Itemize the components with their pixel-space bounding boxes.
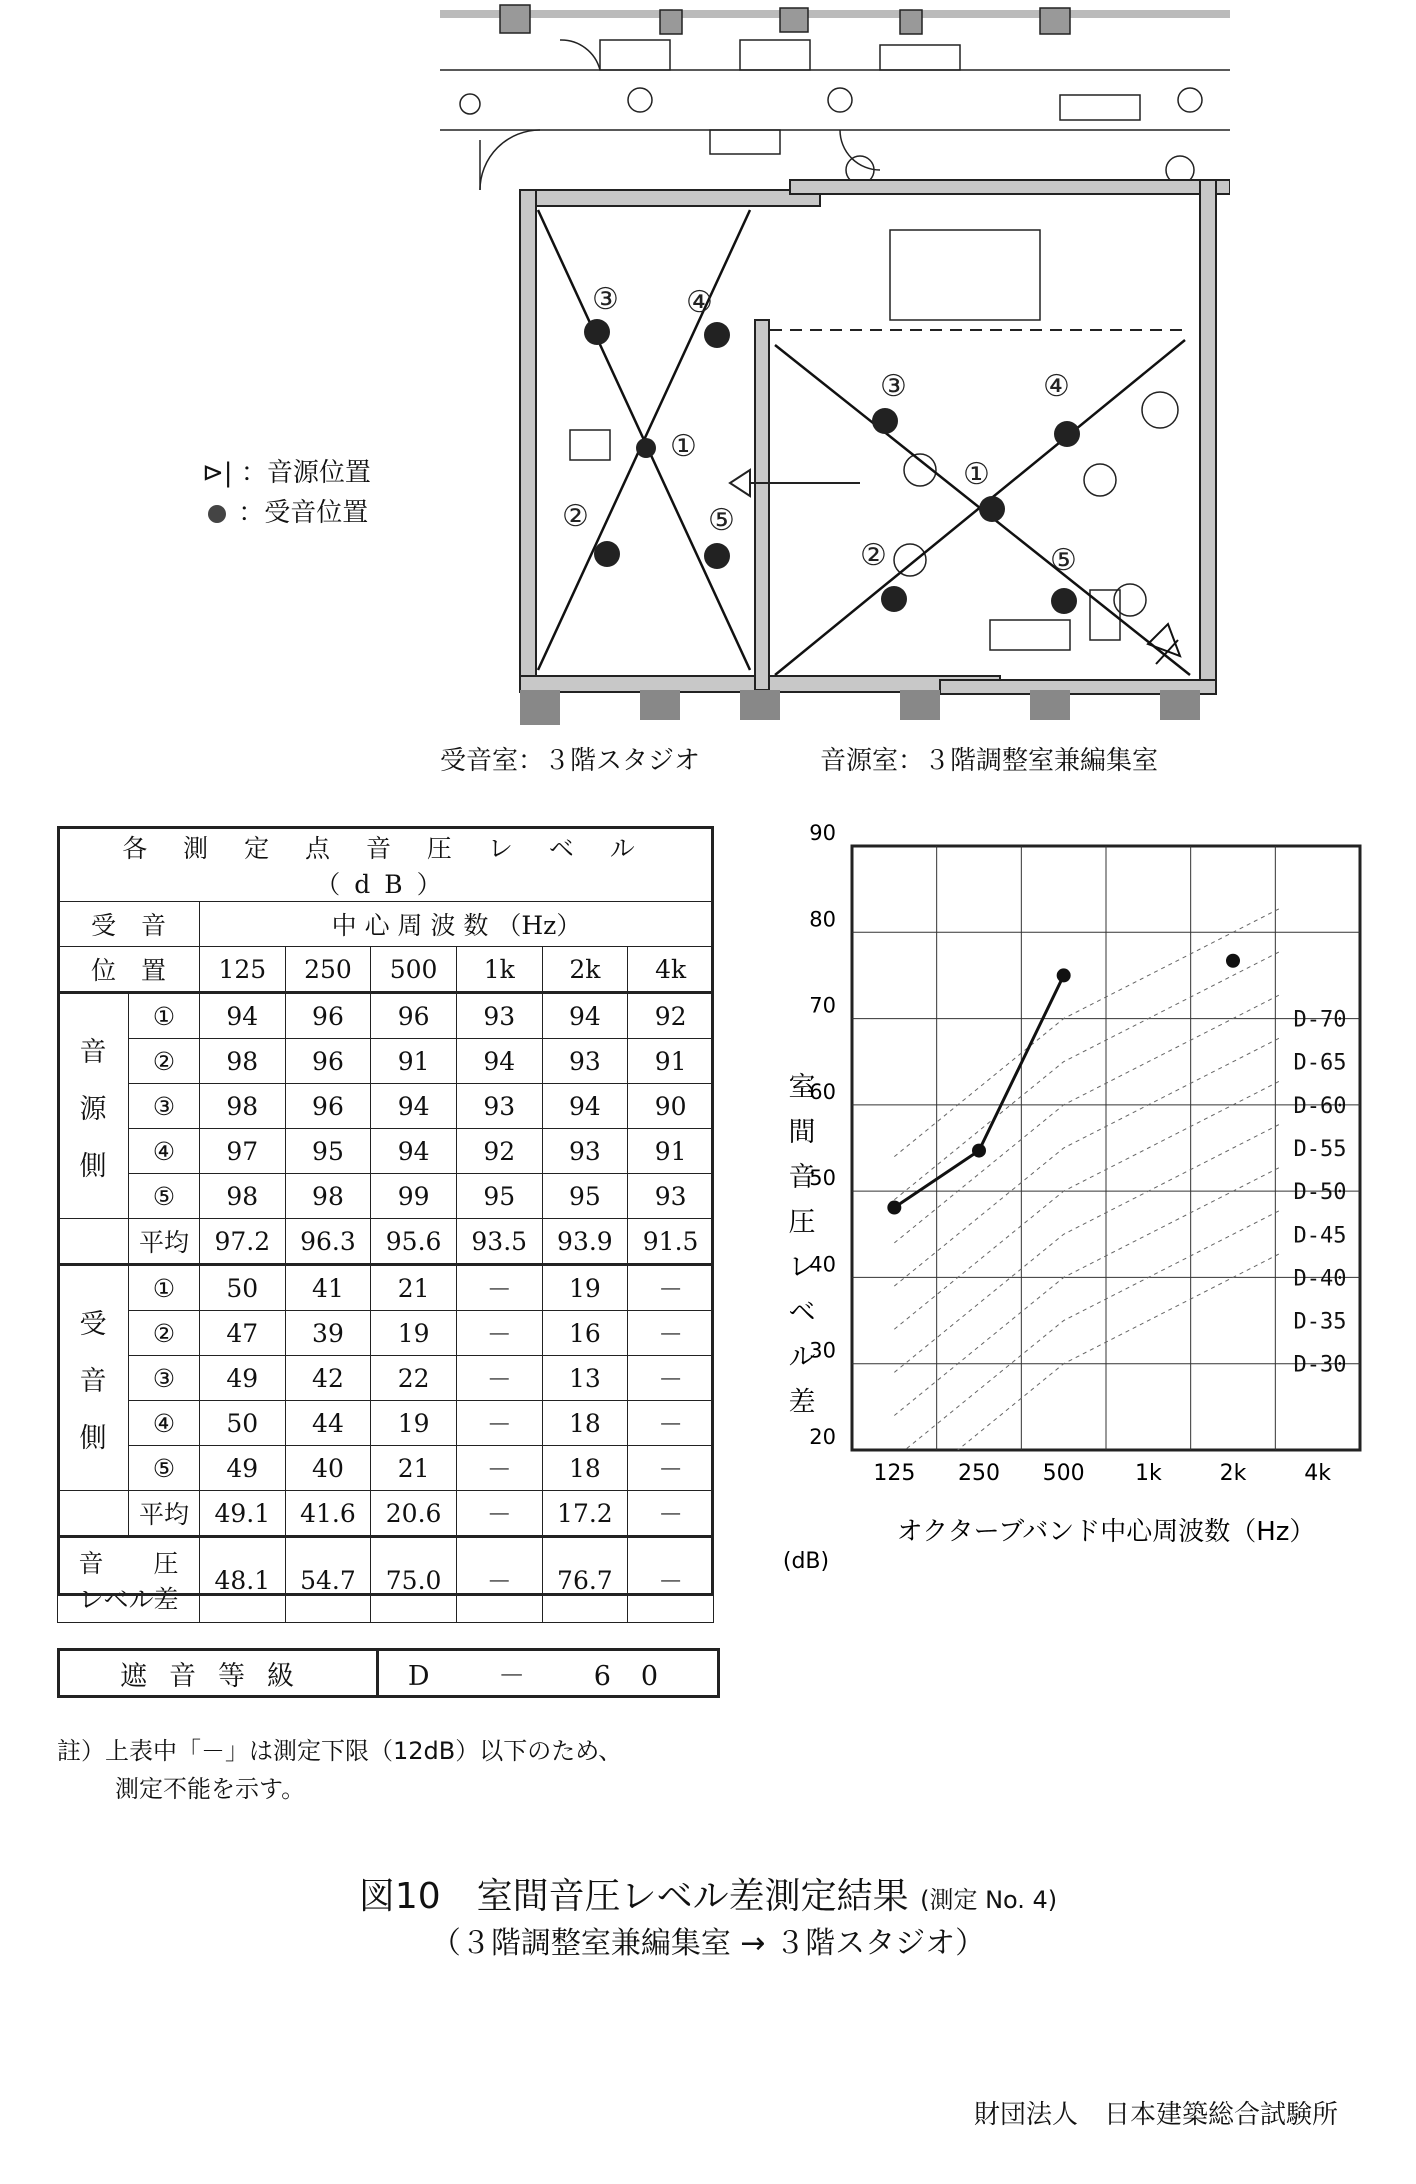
table-cell: 49.1 (200, 1491, 286, 1537)
y-tick-label: 40 (809, 1252, 836, 1277)
receive-pos-head: 受 音 (58, 902, 200, 947)
level-diff-cell: － (628, 1537, 714, 1623)
row-index: ② (129, 1311, 200, 1356)
table-cell: － (456, 1491, 542, 1537)
table-cell: 96.3 (285, 1219, 371, 1265)
table-cell: 20.6 (371, 1491, 457, 1537)
table-cell: 96 (371, 993, 457, 1039)
table-cell: 22 (371, 1356, 457, 1401)
plan-label: ① (963, 457, 990, 492)
table-cell: 95 (456, 1174, 542, 1219)
row-index: ④ (129, 1129, 200, 1174)
freq-cell: 2k (542, 947, 628, 993)
receive-side-label: 受 音 側 (58, 1265, 129, 1491)
table-cell: 94 (542, 993, 628, 1039)
table-cell: 16 (542, 1311, 628, 1356)
row-index: 平均 (129, 1491, 200, 1537)
level-diff-cell: 54.7 (285, 1537, 371, 1623)
source-room-caption: 音源室：３階調整室兼編集室 (820, 746, 1159, 776)
note-line-2: 測定不能を示す。 (115, 1775, 306, 1803)
data-point (887, 1201, 901, 1215)
x-tick-label: 2k (1219, 1461, 1247, 1486)
table-cell: 98 (200, 1084, 286, 1129)
table-cell: 39 (285, 1311, 371, 1356)
row-index: ② (129, 1039, 200, 1084)
source-icon: ⊳| (202, 458, 233, 488)
table-cell: 99 (371, 1174, 457, 1219)
table-cell: 98 (285, 1174, 371, 1219)
x-axis-label: オクターブバンド中心周波数（Hz） (896, 1517, 1316, 1547)
d-curve-label: D-45 (1293, 1223, 1347, 1249)
table-cell: － (456, 1446, 542, 1491)
x-tick-label: 250 (958, 1461, 1000, 1486)
d-curve-label: D-70 (1293, 1007, 1347, 1033)
table-cell: － (628, 1446, 714, 1491)
x-tick-label: 4k (1304, 1461, 1332, 1486)
table-cell: 94 (371, 1129, 457, 1174)
table-cell: 19 (371, 1311, 457, 1356)
table-cell: 18 (542, 1446, 628, 1491)
table-cell: 21 (371, 1446, 457, 1491)
plan-label: ③ (592, 282, 619, 317)
y-tick-label: 80 (809, 907, 836, 932)
freq-cell: 125 (200, 947, 286, 993)
y-tick-label: 30 (809, 1338, 836, 1363)
level-diff-cell: － (456, 1537, 542, 1623)
organization: 財団法人 日本建築総合試験所 (973, 2100, 1338, 2130)
row-index: ① (129, 1265, 200, 1311)
level-diff-cell: 48.1 (200, 1537, 286, 1623)
d-curve-label: D-40 (1293, 1266, 1347, 1292)
table-cell: 97 (200, 1129, 286, 1174)
table-cell: 92 (456, 1129, 542, 1174)
legend-receiver (208, 492, 368, 529)
table-cell: － (456, 1356, 542, 1401)
plan-label: ⑤ (708, 503, 735, 538)
data-point (972, 1144, 986, 1158)
row-index: ③ (129, 1356, 200, 1401)
row-index: 平均 (129, 1219, 200, 1265)
table-cell: 97.2 (200, 1219, 286, 1265)
table-cell: 90 (628, 1084, 714, 1129)
table-cell: 18 (542, 1401, 628, 1446)
table-cell: － (628, 1311, 714, 1356)
freq-cell: 250 (285, 947, 371, 993)
row-index: ③ (129, 1084, 200, 1129)
table-cell: 93 (456, 1084, 542, 1129)
legend-source (202, 452, 371, 489)
legend-receiver-label: ：受音位置 (238, 498, 369, 528)
table-frame (57, 826, 714, 1596)
y-axis-label-char: 圧 (788, 1207, 816, 1238)
table-cell: 91 (628, 1129, 714, 1174)
table-cell: － (628, 1401, 714, 1446)
level-diff-label-2: レベル差 (78, 1585, 179, 1614)
series-line (894, 975, 1063, 1207)
table-cell: 47 (200, 1311, 286, 1356)
y-tick-label: 60 (809, 1079, 836, 1104)
table-cell: － (456, 1265, 542, 1311)
y-tick-label: 70 (809, 993, 836, 1018)
table-cell: 40 (285, 1446, 371, 1491)
table-cell: － (628, 1356, 714, 1401)
table-cell: 91 (371, 1039, 457, 1084)
table-cell: 94 (542, 1084, 628, 1129)
figure-subtitle: （３階調整室兼編集室 → ３階スタジオ） (430, 1926, 986, 1961)
table-cell: 49 (200, 1446, 286, 1491)
table-cell: 93 (456, 993, 542, 1039)
grade-label: 遮音等級 (60, 1651, 379, 1695)
d-curve-label: D-35 (1293, 1309, 1347, 1335)
table-cell: 96 (285, 1039, 371, 1084)
source-side-label: 音 源 側 (58, 993, 129, 1219)
y-tick-label: 90 (809, 821, 836, 845)
table-cell: 19 (542, 1265, 628, 1311)
plan-label: ④ (1043, 369, 1070, 404)
freq-cell: 4k (628, 947, 714, 993)
plan-label: ④ (686, 285, 713, 320)
table-cell: 93 (628, 1174, 714, 1219)
plan-label: ② (860, 538, 887, 573)
data-point (1057, 968, 1071, 982)
table-cell: 93 (542, 1129, 628, 1174)
row-index: ④ (129, 1401, 200, 1446)
table-cell: 41 (285, 1265, 371, 1311)
table-cell: 93 (542, 1039, 628, 1084)
level-diff-label-1: 音 圧 (78, 1549, 179, 1578)
freq-cell: 500 (371, 947, 457, 993)
table-cell: 94 (200, 993, 286, 1039)
y-axis-unit: (dB) (782, 1549, 830, 1574)
d-curve-label: D-30 (1293, 1352, 1347, 1378)
x-tick-label: 500 (1042, 1461, 1085, 1486)
table-cell: 96 (285, 1084, 371, 1129)
row-index: ① (129, 993, 200, 1039)
freq-head: 中 心 周 波 数 （Hz） (200, 902, 714, 947)
receiving-room-caption: 受音室：３階スタジオ (440, 746, 701, 776)
legend-source-label: ：音源位置 (240, 458, 371, 488)
table-title: 各 測 定 点 音 圧 レ ベ ル （dB） (58, 828, 714, 902)
table-cell: 50 (200, 1265, 286, 1311)
table-note (57, 1732, 622, 1808)
x-tick-label: 125 (873, 1461, 916, 1486)
row-index: ⑤ (129, 1174, 200, 1219)
table-cell: 17.2 (542, 1491, 628, 1537)
table-cell: 49 (200, 1356, 286, 1401)
y-axis-label-char: 差 (788, 1387, 816, 1418)
receiver-points (584, 319, 1080, 614)
receiver-dot-icon (208, 505, 226, 523)
floor-plan (440, 0, 1230, 740)
table-cell: － (456, 1311, 542, 1356)
table-cell: 41.6 (285, 1491, 371, 1537)
table-cell: 96 (285, 993, 371, 1039)
note-line-1: 註）上表中「－」は測定下限（12dB）以下のため、 (57, 1737, 623, 1765)
level-difference-chart (770, 810, 1410, 1850)
table-cell: 98 (200, 1174, 286, 1219)
table-cell: 94 (456, 1039, 542, 1084)
d-curve-label: D-55 (1293, 1137, 1347, 1162)
table-cell: － (456, 1401, 542, 1446)
y-tick-label: 20 (809, 1425, 836, 1449)
table-cell: 92 (628, 993, 714, 1039)
table-cell: 44 (285, 1401, 371, 1446)
table-cell: － (628, 1491, 714, 1537)
y-axis-label-char: 間 (788, 1117, 816, 1148)
table-cell: 91.5 (628, 1219, 714, 1265)
table-cell: 19 (371, 1401, 457, 1446)
table-cell: 93.9 (542, 1219, 628, 1265)
y-axis-label-char: ベ (788, 1297, 816, 1328)
figure-title-small: (測定 No. 4) (920, 1886, 1058, 1914)
table-cell: 95 (542, 1174, 628, 1219)
y-tick-label: 50 (809, 1166, 836, 1191)
y-axis-label-char: ル (788, 1342, 816, 1373)
data-point (1226, 954, 1240, 968)
table-cell: 94 (371, 1084, 457, 1129)
table-cell: 50 (200, 1401, 286, 1446)
table-cell: 98 (200, 1039, 286, 1084)
plan-label: ② (562, 499, 589, 534)
d-curve-label: D-65 (1293, 1050, 1347, 1076)
y-axis-label-char: レ (788, 1252, 816, 1283)
x-tick-label: 1k (1134, 1461, 1162, 1486)
table-cell: 21 (371, 1265, 457, 1311)
receive-pos-head-2: 位 置 (58, 947, 200, 993)
level-diff-cell: 75.0 (371, 1537, 457, 1623)
y-axis-label-char: 音 (788, 1162, 816, 1193)
table-cell: 95.6 (371, 1219, 457, 1265)
freq-cell: 1k (456, 947, 542, 993)
table-cell: － (628, 1265, 714, 1311)
table-cell: 93.5 (456, 1219, 542, 1265)
grade-value: D － 60 (407, 1660, 689, 1692)
sound-insulation-grade (57, 1648, 720, 1698)
figure-title (0, 1868, 1416, 1919)
plan-label: ① (670, 429, 697, 464)
level-diff-cell: 76.7 (542, 1537, 628, 1623)
table-cell: 95 (285, 1129, 371, 1174)
table-cell: 91 (628, 1039, 714, 1084)
figure-title-main: 図10 室間音圧レベル差測定結果 (358, 1876, 909, 1917)
table-cell: 13 (542, 1356, 628, 1401)
row-index: ⑤ (129, 1446, 200, 1491)
table-cell: 42 (285, 1356, 371, 1401)
plan-label: ③ (880, 369, 907, 404)
d-curve-label: D-50 (1293, 1180, 1347, 1206)
plan-label: ⑤ (1050, 543, 1077, 578)
y-axis-label-char: 室 (788, 1072, 816, 1103)
d-curve-label: D-60 (1293, 1093, 1347, 1119)
